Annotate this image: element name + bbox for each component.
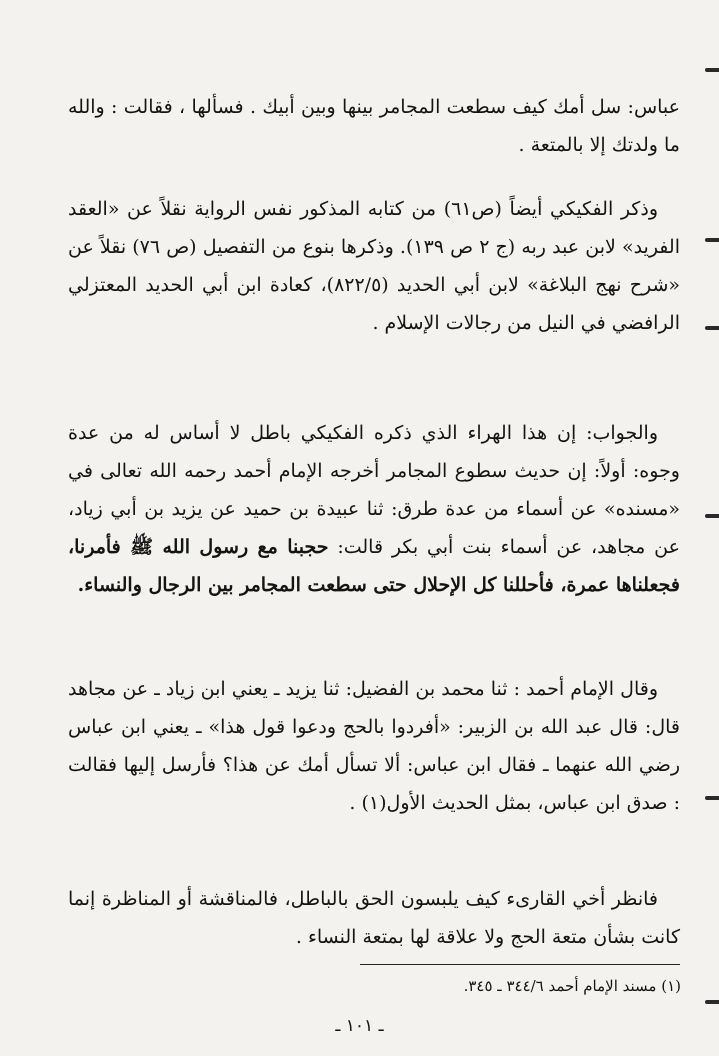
page-number: ـ ١٠١ ـ [335, 1016, 384, 1036]
footnote-separator [360, 964, 680, 965]
edge-scan-mark [705, 238, 719, 242]
edge-scan-mark [705, 68, 719, 72]
hadith-quote-bold: حجبنا مع رسول الله ﷺ فأمرنا، فجعلناها عمرة، فأحللنا كل الإحلال حتى سطعت المجامر بين الرجال والنساء. [68, 536, 680, 596]
paragraph-text: وقال الإمام أحمد : ثنا محمد بن الفضيل: ثنا يزيد ـ يعني ابن زياد ـ عن مجاهد قال: قال عبد الله بن الزبير: «أفردوا بالحج ودعوا قول هذا» ـ يعني ابن عباس رضي الله عنهما ـ فقال ابن عباس: ألا تسأل أمك عن هذا؟ فأرسل إليها فقالت : صدق ابن عباس، بمثل الحديث الأول(١) . [68, 678, 680, 814]
edge-scan-mark [705, 514, 719, 518]
body-paragraph [68, 88, 680, 164]
edge-scan-mark [705, 326, 719, 330]
body-paragraph [68, 880, 680, 956]
paragraph-text: عباس: سل أمك كيف سطعت المجامر بينها وبين أبيك . فسألها ، فقالت : والله ما ولدتك إلا بالمتعة . [68, 96, 680, 156]
body-paragraph [68, 670, 680, 822]
paragraph-text: فانظر أخي القارىء كيف يلبسون الحق بالباطل، فالمناقشة أو المناظرة إنما كانت بشأن متعة الحج ولا علاقة لها بمتعة النساء . [68, 888, 680, 948]
paragraph-text [68, 414, 680, 604]
edge-scan-mark [705, 1000, 719, 1004]
edge-scan-mark [705, 796, 719, 800]
footnote: (١) مسند الإمام أحمد ٣٤٤/٦ ـ ٣٤٥. [463, 977, 681, 995]
body-paragraph [68, 190, 680, 342]
paragraph-text: وذكر الفكيكي أيضاً (ص٦١) من كتابه المذكور نفس الرواية نقلاً عن «العقد الفريد» لابن عبد ربه (ج ٢ ص ١٣٩). وذكرها بنوع من التفصيل (ص ٧٦) نقلاً عن «شرح نهج البلاغة» لابن أبي الحديد (٨٢٢/٥)، كعادة ابن أبي الحديد المعتزلي الرافضي في النيل من رجالات الإسلام . [68, 198, 680, 334]
body-paragraph [68, 414, 680, 604]
paragraph-plain-text: والجواب: إن هذا الهراء الذي ذكره الفكيكي باطل لا أساس له من عدة وجوه: أولاً: إن حديث سطوع المجامر أخرجه الإمام أحمد رحمه الله تعالى في «مسنده» عن أسماء من عدة طرق: ثنا عبيدة بن حميد عن يزيد بن أبي زياد، عن مجاهد، عن أسماء بنت أبي بكر قالت: [68, 422, 680, 558]
